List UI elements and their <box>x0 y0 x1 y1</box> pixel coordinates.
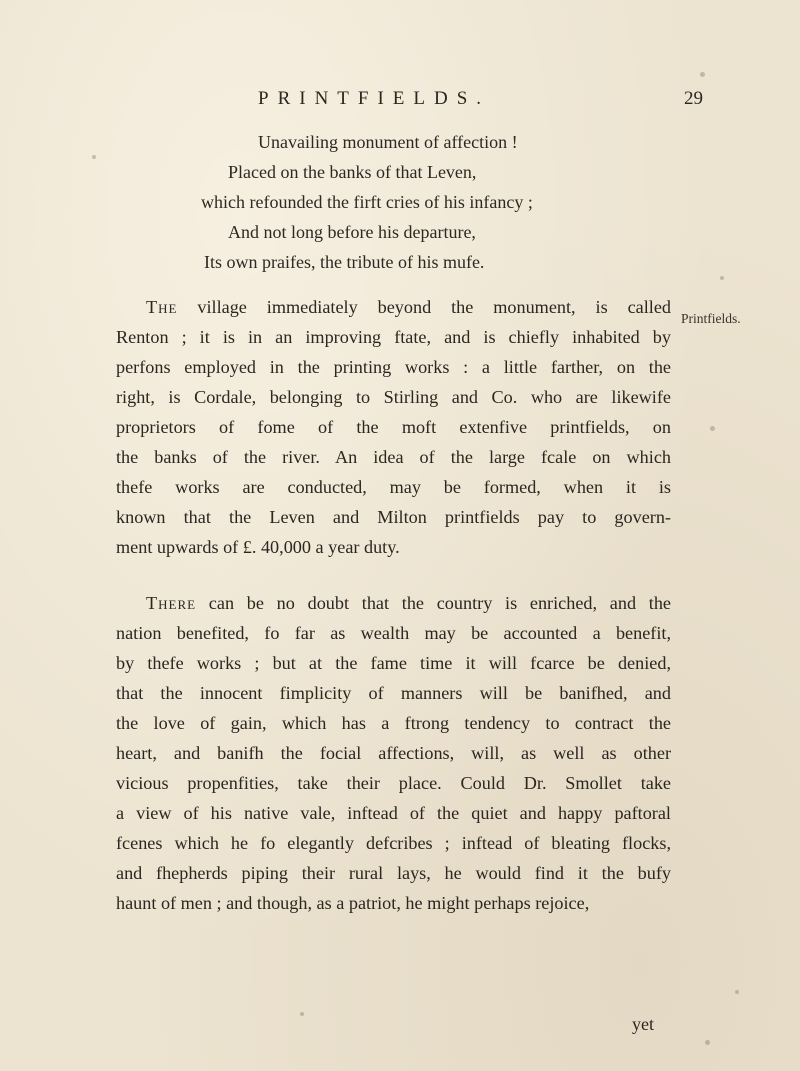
paper-speck <box>710 426 715 431</box>
text-line: heart, and banifh the focial affections, will, as well as other <box>116 743 671 763</box>
text-line: haunt of men ; and though, as a patriot, he might perhaps rejoice, <box>116 893 590 913</box>
text-line: right, is Cordale, belonging to Stirling and Co. who are likewife <box>116 387 671 407</box>
text-line: nation benefited, fo far as wealth may be accounted a benefit, <box>116 623 671 643</box>
text-line: Renton ; it is in an improving ftate, and is chiefly inhabited by <box>116 327 671 347</box>
running-head: PRINTFIELDS. <box>258 88 491 109</box>
text-line: by thefe works ; but at the fame time it will fcarce be denied, <box>116 653 671 673</box>
paragraph-first-line <box>116 292 671 322</box>
lead-word: The <box>146 297 178 317</box>
paragraph-1 <box>116 292 671 562</box>
verse-line: which refounded the firft cries of his infancy ; <box>201 192 533 212</box>
verse-line: And not long before his departure, <box>228 222 476 242</box>
catchword: yet <box>632 1014 654 1034</box>
page-header <box>0 88 800 118</box>
verse-line: Its own praifes, the tribute of his mufe. <box>204 252 485 272</box>
text-line: ment upwards of £. 40,000 a year duty. <box>116 537 400 557</box>
paper-speck <box>92 155 96 159</box>
margin-note: Printfields. <box>681 311 741 326</box>
first-line-text: can be no doubt that the country is enriched, and the <box>196 593 671 613</box>
text-line: the banks of the river. An idea of the large fcale on which <box>116 447 671 467</box>
page-number: 29 <box>684 88 703 109</box>
paper-speck <box>705 1040 710 1045</box>
text-line: vicious propenfities, take their place. Could Dr. Smollet take <box>116 773 671 793</box>
text-line: and fhepherds piping their rural lays, he would find it the bufy <box>116 863 671 883</box>
paper-speck <box>735 990 739 994</box>
paragraph-first-line <box>116 588 671 618</box>
text-line: a view of his native vale, inftead of the quiet and happy paftoral <box>116 803 671 823</box>
verse-line: Unavailing monument of affection ! <box>258 132 518 152</box>
text-line: known that the Leven and Milton printfields pay to govern- <box>116 507 671 527</box>
lead-word: There <box>146 593 197 613</box>
text-line: that the innocent fimplicity of manners will be banifhed, and <box>116 683 671 703</box>
paper-speck <box>700 72 705 77</box>
paper-speck <box>300 1012 304 1016</box>
first-line-text: village immediately beyond the monument, is called <box>177 297 671 317</box>
text-line: fcenes which he fo elegantly defcribes ; inftead of bleating flocks, <box>116 833 671 853</box>
paper-speck <box>720 276 724 280</box>
verse-line: Placed on the banks of that Leven, <box>228 162 477 182</box>
text-line: perfons employed in the printing works : a little farther, on the <box>116 357 671 377</box>
paragraph-2 <box>116 588 671 918</box>
text-line: thefe works are conducted, may be formed, when it is <box>116 477 671 497</box>
text-line: proprietors of fome of the moft extenfive printfields, on <box>116 417 671 437</box>
text-line: the love of gain, which has a ftrong tendency to contract the <box>116 713 671 733</box>
